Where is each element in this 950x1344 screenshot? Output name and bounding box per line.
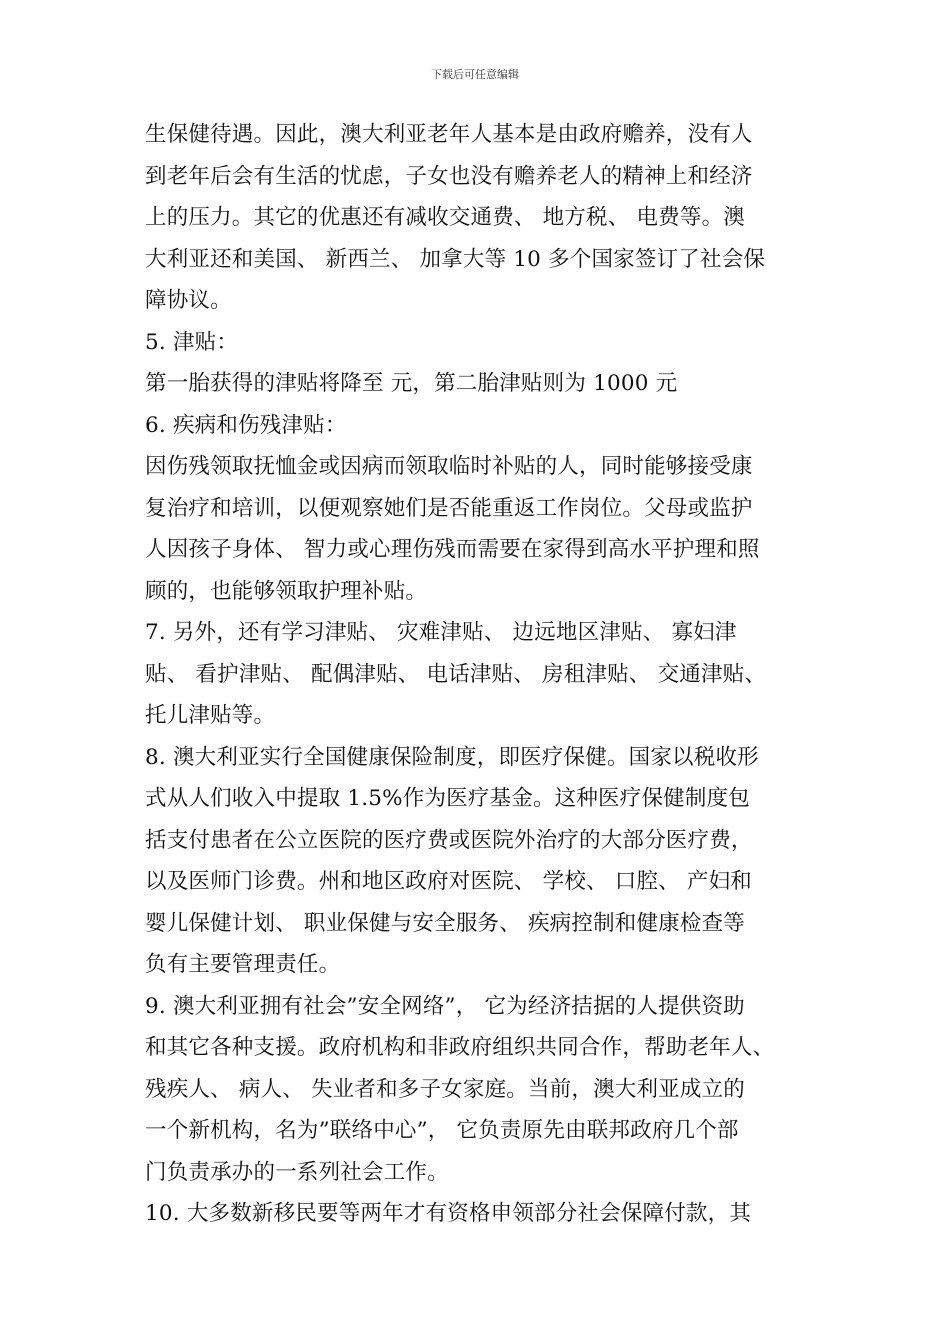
section-heading-6: 6. 疾病和伤残津贴： (145, 412, 347, 438)
text-line: 第一胎获得的津贴将降至 元，第二胎津贴则为 1000 元 (145, 371, 678, 396)
text-line: 式从人们收入中提取 1.5%作为医疗基金。这种医疗保健制度包 (145, 786, 750, 811)
text-line: 残疾人、 病人、 失业者和多子女家庭。当前，澳大利亚成立的 (145, 1076, 745, 1102)
text-line: 到老年后会有生活的忧虑，子女也没有赡养老人的精神上和经济 (145, 163, 753, 189)
text-line: 以及医师门诊费。州和地区政府对医院、 学校、 口腔、 产妇和 (145, 869, 753, 894)
text-line: 8. 澳大利亚实行全国健康保险制度，即医疗保健。国家以税收形 (145, 744, 759, 770)
text-line: 7. 另外，还有学习津贴、 灾难津贴、 边远地区津贴、 寡妇津 (145, 620, 737, 645)
text-line: 9. 澳大利亚拥有社会”安全网络”， 它为经济拮据的人提供资助 (145, 993, 745, 1019)
text-line: 括支付患者在公立医院的医疗费或医院外治疗的大部分医疗费， (145, 827, 753, 853)
text-line: 婴儿保健计划、 职业保健与安全服务、 疾病控制和健康检查等 (145, 910, 745, 936)
text-line: 一个新机构，名为”联络中心”， 它负责原先由联邦政府几个部 (145, 1118, 739, 1143)
page-header: 下载后可任意编辑 (431, 68, 519, 81)
text-line: 10. 大多数新移民要等两年才有资格申领部分社会保障付款，其 (145, 1201, 752, 1226)
text-line: 和其它各种支援。政府机构和非政府组织共同合作，帮助老年人、 (145, 1035, 775, 1060)
text-line: 贴、 看护津贴、 配偶津贴、 电话津贴、 房租津贴、 交通津贴、 (145, 661, 767, 687)
text-line: 生保健待遇。因此，澳大利亚老年人基本是由政府赡养，没有人 (145, 122, 753, 147)
text-line: 托儿津贴等。 (145, 703, 276, 728)
text-line: 门负责承办的一系列社会工作。 (145, 1159, 449, 1185)
text-line: 上的压力。其它的优惠还有减收交通费、 地方税、 电费等。澳 (145, 205, 745, 230)
text-line: 人因孩子身体、 智力或心理伤残而需要在家得到高水平护理和照 (145, 537, 760, 562)
text-line: 顾的，也能够领取护理补贴。 (145, 578, 428, 604)
text-line: 大利亚还和美国、 新西兰、 加拿大等 10 多个国家签订了社会保 (145, 246, 766, 272)
text-line: 因伤残领取抚恤金或因病而领取临时补贴的人，同时能够接受康 (145, 454, 753, 479)
text-line: 复治疗和培训，以便观察她们是否能重返工作岗位。父母或监护 (145, 495, 753, 521)
section-heading-5: 5. 津贴： (145, 329, 239, 355)
text-line: 障协议。 (145, 288, 232, 313)
document-body (145, 114, 835, 1235)
text-line: 负有主要管理责任。 (145, 952, 341, 977)
